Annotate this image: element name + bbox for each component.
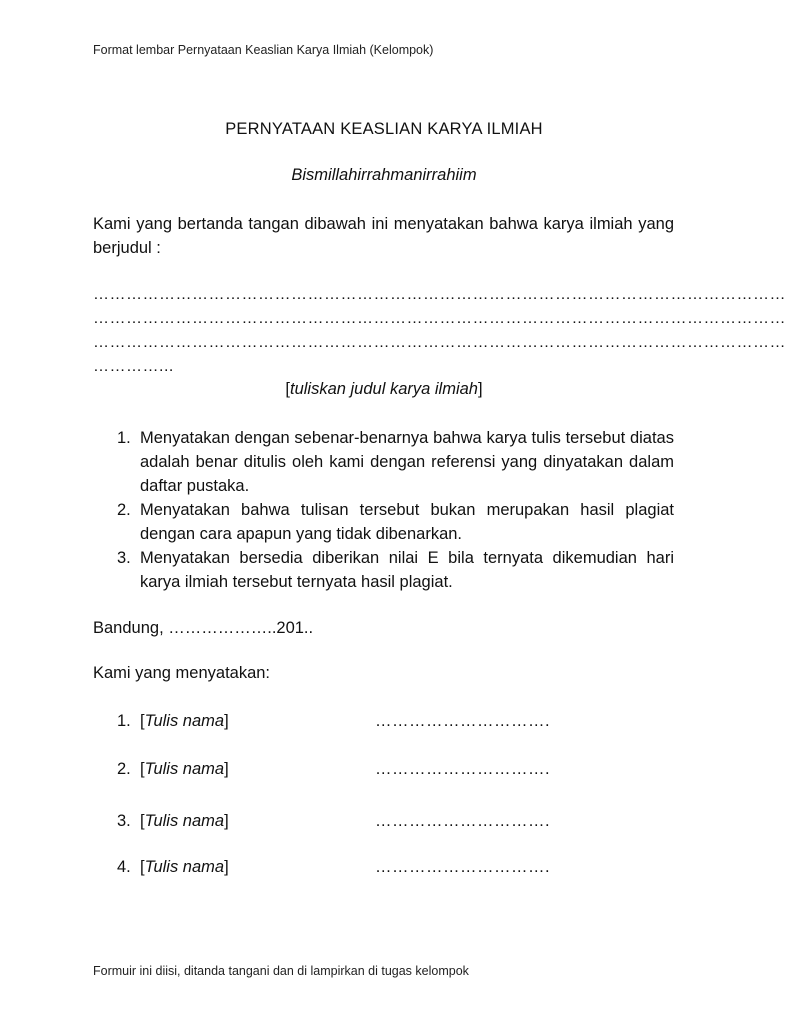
page-header: Format lembar Pernyataan Keaslian Karya Ilmiah (Kelompok): [93, 43, 434, 57]
place-date: Bandung, ………………..201..: [93, 619, 314, 637]
signer-number: 4.: [117, 858, 131, 876]
statement-item: [93, 546, 674, 594]
signature-line: ………………………….: [375, 812, 551, 830]
signer-name: [140, 812, 229, 831]
title-hint-open: [: [285, 380, 290, 398]
signer-name-placeholder: Tulis nama: [144, 812, 225, 830]
signature-line: ………………………….: [375, 712, 551, 730]
signer-name-placeholder: Tulis nama: [144, 858, 225, 876]
signer-name-placeholder: Tulis nama: [144, 760, 225, 778]
statement-number: 1.: [117, 429, 131, 447]
bracket-close: ]: [224, 760, 229, 778]
statement-list: [93, 426, 674, 594]
title-blank-line-4: …………...: [93, 358, 174, 375]
signers-label: Kami yang menyatakan:: [93, 664, 271, 682]
statement-item: [93, 498, 674, 546]
signature-line: ………………………….: [375, 760, 551, 778]
page-footer: Formuir ini diisi, ditanda tangani dan di lampirkan di tugas kelompok: [93, 964, 469, 978]
signer-number: 1.: [117, 712, 131, 730]
bracket-open: [: [140, 712, 145, 730]
signer-name: [140, 760, 229, 779]
statement-number: 2.: [117, 501, 131, 519]
statement-text: Menyatakan bahwa tulisan tersebut bukan merupakan hasil plagiat dengan cara apapun yang tidak dibenarkan.: [140, 501, 674, 543]
title-hint-text: tuliskan judul karya ilmiah: [289, 380, 478, 398]
title-hint-close: ]: [478, 380, 483, 398]
bracket-close: ]: [224, 858, 229, 876]
signer-name-placeholder: Tulis nama: [144, 712, 225, 730]
bracket-close: ]: [224, 712, 229, 730]
bracket-open: [: [140, 760, 145, 778]
statement-text: Menyatakan dengan sebenar-benarnya bahwa karya tulis tersebut diatas adalah benar ditulis oleh kami dengan referensi yang dinyatakan dalam daftar pustaka.: [140, 429, 674, 495]
document-title: PERNYATAAN KEASLIAN KARYA ILMIAH: [225, 120, 543, 138]
signer-number: 2.: [117, 760, 131, 778]
statement-number: 3.: [117, 549, 131, 567]
title-blank-line-3: ………………………………………………………………………………………………………………: [93, 334, 786, 351]
bracket-open: [: [140, 812, 145, 830]
title-hint: [0, 380, 768, 399]
bismillah: Bismillahirrahmanirrahiim: [291, 166, 477, 184]
intro-paragraph: Kami yang bertanda tangan dibawah ini menyatakan bahwa karya ilmiah yang berjudul :: [93, 215, 674, 257]
signer-name: [140, 712, 229, 731]
bracket-close: ]: [224, 812, 229, 830]
title-blank-line-1: ………………………………………………………………………………………………………………: [93, 286, 786, 303]
signature-line: ………………………….: [375, 858, 551, 876]
title-blank-line-2: ………………………………………………………………………………………………………………: [93, 310, 786, 327]
signer-number: 3.: [117, 812, 131, 830]
signer-name: [140, 858, 229, 877]
statement-text: Menyatakan bersedia diberikan nilai E bila ternyata dikemudian hari karya ilmiah tersebut ternyata hasil plagiat.: [140, 549, 674, 591]
statement-item: [93, 426, 674, 498]
bracket-open: [: [140, 858, 145, 876]
